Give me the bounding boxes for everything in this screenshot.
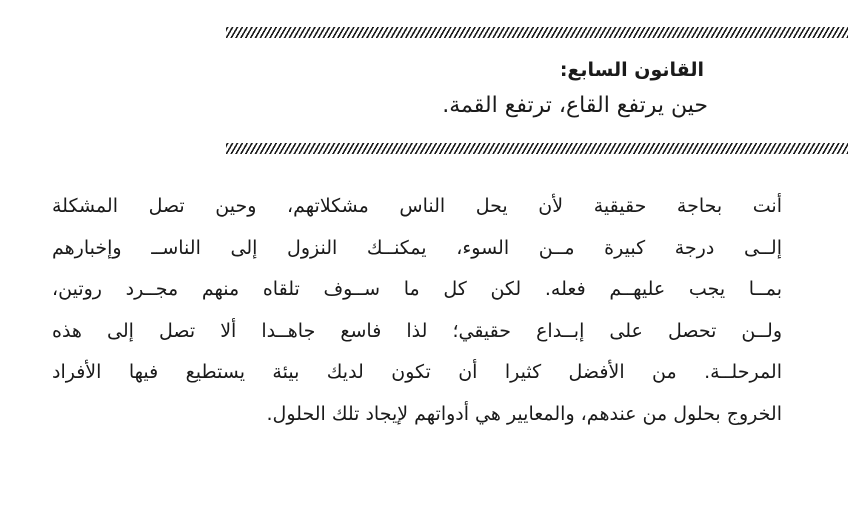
law-title: القانون السابع: xyxy=(559,59,704,81)
paragraph-line: المرحلــة. من الأفضل كثيرا أن تكون لديك بيئة يستطيع فيها الأفراد xyxy=(52,361,782,383)
bottom-hatch-divider xyxy=(226,143,848,154)
top-hatch-divider xyxy=(226,27,848,38)
paragraph-line: ولــن تحصل على إبــداع حقيقي؛ لذا فاسع جاهــدا ألا تصل إلى هذه xyxy=(52,319,782,342)
paragraph-line: إلــى درجة كبيرة مــن السوء، يمكنــك النزول إلى الناســ وإخبارهم xyxy=(52,236,782,259)
paragraph-line: بمــا يجب عليهــم فعله. لكن كل ما ســوف تلقاه منهم مجــرد روتين، xyxy=(52,278,782,300)
paragraph-line: الخروج بحلول من عندهم، والمعايير هي أدواتهم لإيجاد تلك الحلول. xyxy=(266,402,782,425)
body-paragraph xyxy=(52,186,782,435)
law-subtitle: حين يرتفع القاع، ترتفع القمة. xyxy=(442,93,708,118)
paragraph-line: أنت بحاجة حقيقية لأن يحل الناس مشكلاتهم، وحين تصل المشكلة xyxy=(52,195,782,217)
law-heading xyxy=(108,52,708,124)
